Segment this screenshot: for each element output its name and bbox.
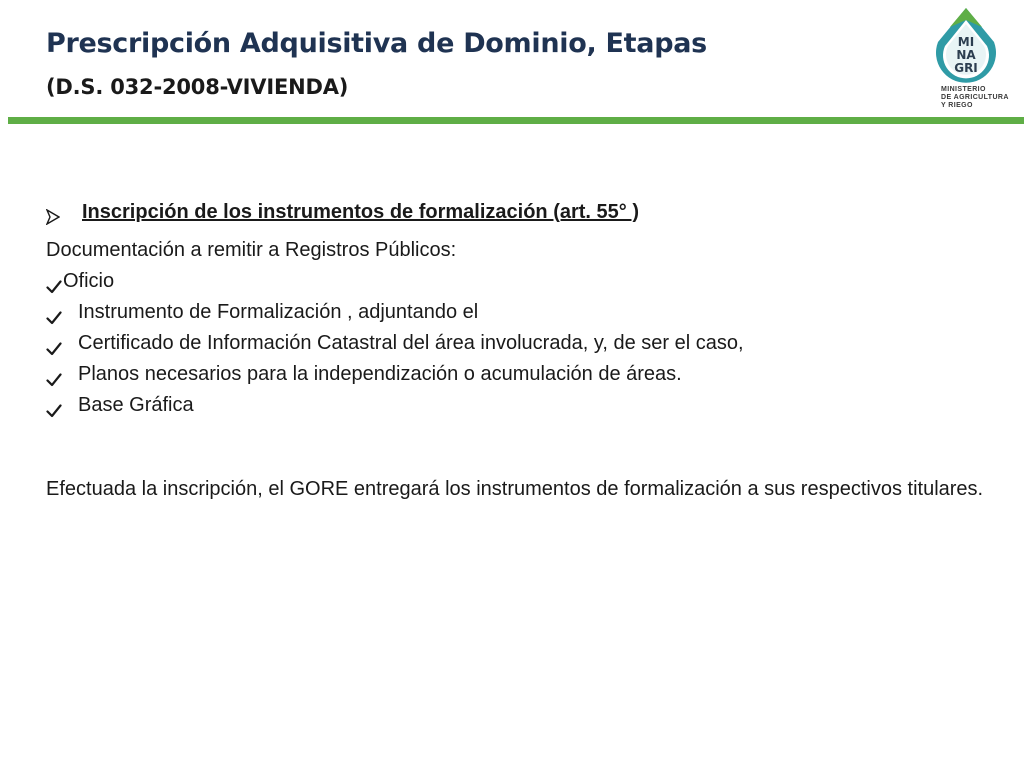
- checklist-item: [46, 266, 994, 297]
- intro-text: Documentación a remitir a Registros Públicos:: [46, 239, 457, 261]
- checklist-item-text: Instrumento de Formalización , adjuntando el: [78, 301, 479, 323]
- checklist-item: [46, 328, 994, 359]
- slide-body: [46, 195, 994, 505]
- logo-ministry-text: [941, 86, 1021, 110]
- logo-wordmark-line-2: NA: [956, 48, 976, 62]
- logo-ministry-line-1: MINISTERIO: [941, 86, 986, 93]
- section-heading: [46, 195, 994, 229]
- checklist-item: [46, 359, 994, 390]
- checklist-item-text: Certificado de Información Catastral del área involucrada, y, de ser el caso,: [78, 332, 744, 354]
- minagri-logo: [924, 6, 1018, 116]
- header-divider: [8, 117, 1024, 124]
- checkmark-icon: [46, 398, 62, 414]
- checklist-item: [46, 297, 994, 328]
- checkmark-icon: [46, 367, 62, 383]
- documentation-checklist: [46, 266, 994, 421]
- slide-subtitle: (D.S. 032-2008-VIVIENDA): [46, 75, 349, 99]
- slide-title: Prescripción Adquisitiva de Dominio, Etapas: [46, 28, 707, 59]
- checklist-item: [46, 390, 994, 421]
- arrow-bullet-icon: [46, 204, 60, 220]
- section-heading-text: Inscripción de los instrumentos de formalización (art. 55° ): [82, 200, 640, 223]
- checklist-item-text: Base Gráfica: [78, 394, 194, 416]
- minagri-logo-icon: [924, 6, 1018, 86]
- checkmark-icon: [46, 336, 62, 352]
- logo-wordmark-line-1: MI: [957, 35, 975, 49]
- logo-ministry-line-2: DE AGRICULTURA: [941, 94, 1009, 101]
- checklist-item-text: Planos necesarios para la independización o acumulación de áreas.: [78, 363, 682, 385]
- logo-wordmark-line-3: GRI: [954, 61, 978, 75]
- checkmark-icon: [46, 305, 62, 321]
- closing-paragraph: Efectuada la inscripción, el GORE entregará los instrumentos de formalización a sus respectivos titulares.: [46, 478, 984, 500]
- logo-ministry-line-3: Y RIEGO: [941, 102, 973, 109]
- checkmark-icon: [46, 274, 62, 290]
- checklist-item-text: Oficio: [63, 270, 115, 292]
